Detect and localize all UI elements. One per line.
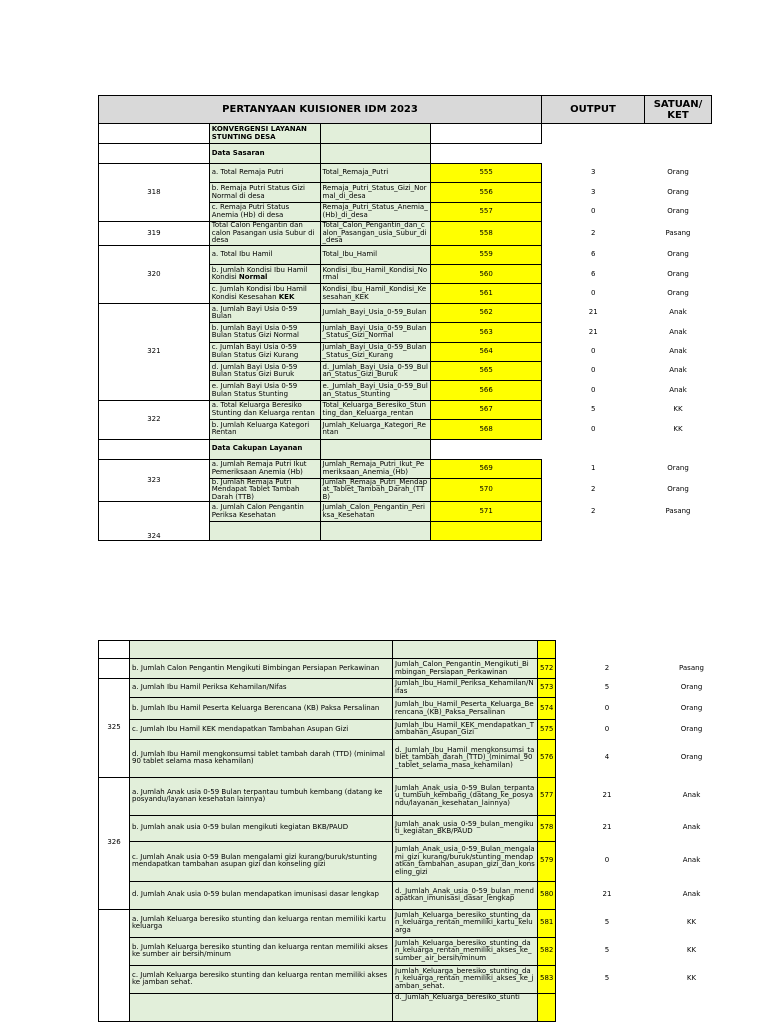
code-cell: 556 (431, 183, 542, 202)
question-cell: b. Jumlah anak usia 0-59 bulan mengikuti kegiatan BKB/PAUD (130, 815, 393, 841)
output-cell: 1 (542, 459, 645, 478)
code-cell: 561 (431, 284, 542, 303)
unit-cell: Anak (659, 777, 725, 815)
output-cell: 21 (542, 303, 645, 322)
header-row (99, 96, 712, 124)
unit-cell: Anak (659, 881, 725, 909)
section-row (99, 439, 712, 459)
code-cell: 555 (431, 164, 542, 183)
question-cell: d. Jumlah Bayi Usia 0-59 Bulan Status Gizi Buruk (209, 362, 320, 381)
variable-cell: Jumlah_Ibu_Hamil_Peserta_Keluarga_Berencana_(KB)_Paksa_Persalinan (393, 698, 538, 720)
table-row (99, 777, 725, 815)
variable-cell: Jumlah_Remaja_Putri_Ikut_Pemeriksaan_Anemia_(Hb) (320, 459, 431, 478)
question-cell: b. Jumlah Calon Pengantin Mengikuti Bimbingan Persiapan Perkawinan (130, 659, 393, 678)
unit-cell: Pasang (659, 659, 725, 678)
variable-cell: Jumlah_anak_usia_0-59_bulan_mengikuti_kegiatan_BKB/PAUD (393, 815, 538, 841)
variable-cell: Jumlah_Calon_Pengantin_Mengikuti_Bimbingan_Persiapan_Perkawinan (393, 659, 538, 678)
question-cell: b. Jumlah Keluarga Kategori Rentan (209, 420, 320, 439)
unit-cell: KK (659, 909, 725, 937)
variable-cell: Jumlah_Keluarga_Kategori_Rentan (320, 420, 431, 439)
question-cell: Total Calon Pengantin dan calon Pasangan usia Subur di desa (209, 222, 320, 246)
variable-cell: Total_Keluarga_Beresiko_Stunting_dan_Keluarga_rentan (320, 400, 431, 419)
unit-cell: Orang (645, 459, 712, 478)
question-cell: b. Jumlah Remaja Putri Mendapat Tablet Tambah Darah (TTB) (209, 478, 320, 502)
question-cell: a. Total Ibu Hamil (209, 245, 320, 264)
table-row (99, 739, 725, 777)
variable-cell: Total_Calon_Pengantin_dan_calon_Pasangan_usia_Subur_di_desa (320, 222, 431, 246)
code-cell: 578 (538, 815, 556, 841)
question-cell: b. Jumlah Kondisi Ibu Hamil Kondisi Normal (209, 265, 320, 284)
question-cell: c. Remaja Putri Status Anemia (Hb) di desa (209, 202, 320, 221)
table-row (99, 502, 712, 521)
output-cell: 0 (542, 420, 645, 439)
table-row (99, 965, 725, 993)
unit-cell: KK (645, 420, 712, 439)
variable-cell: Jumlah_Keluarga_beresiko_stunting_dan_keluarga_rentan_memiliki_kartu_keluarga (393, 909, 538, 937)
question-cell: c. Jumlah Anak usia 0-59 Bulan mengalami gizi kurang/buruk/stunting mendapatkan tambahan asupan gizi dan konseling gizi (130, 841, 393, 881)
table-row (99, 459, 712, 478)
code-cell (538, 993, 556, 1021)
code-cell: 564 (431, 342, 542, 361)
output-cell: 5 (556, 909, 659, 937)
variable-cell: Total_Ibu_Hamil (320, 245, 431, 264)
unit-cell: Anak (645, 303, 712, 322)
unit-cell: Orang (645, 183, 712, 202)
variable-cell: Kondisi_Ibu_Hamil_Kondisi_Kesesahan_KEK (320, 284, 431, 303)
unit-cell: Orang (659, 739, 725, 777)
variable-cell: Kondisi_Ibu_Hamil_Kondisi_Normal (320, 265, 431, 284)
table-row (99, 993, 725, 1021)
output-cell: 6 (542, 265, 645, 284)
question-cell: c. Jumlah Keluarga beresiko stunting dan keluarga rentan memiliki akses ke jamban sehat. (130, 965, 393, 993)
variable-cell: Jumlah_Ibu_Hamil_Periksa_Kehamilan/Nifas (393, 678, 538, 697)
variable-cell: e._Jumlah_Bayi_Usia_0-59_Bulan_Status_Stunting (320, 381, 431, 400)
unit-cell: Anak (645, 381, 712, 400)
unit-cell: Anak (645, 362, 712, 381)
output-cell: 2 (542, 222, 645, 246)
code-cell: 579 (538, 841, 556, 881)
unit-cell: Orang (645, 202, 712, 221)
output-cell: 3 (542, 164, 645, 183)
output-cell: 21 (556, 881, 659, 909)
table-row (99, 222, 712, 246)
group-number: 323 (99, 459, 210, 502)
header-satuan: SATUAN/ KET (645, 96, 712, 124)
variable-cell: Jumlah_Ibu_Hamil_KEK_mendapatkan_Tambahan_Asupan_Gizi (393, 720, 538, 739)
section-title-data-cakupan: Data Cakupan Layanan (209, 439, 320, 459)
unit-cell: Anak (645, 342, 712, 361)
code-cell: 573 (538, 678, 556, 697)
variable-cell: Remaja_Putri_Status_Gizi_Normal_di_desa (320, 183, 431, 202)
group-number: 322 (99, 400, 210, 439)
unit-cell: KK (645, 400, 712, 419)
table-row (99, 164, 712, 183)
output-cell: 2 (542, 502, 645, 521)
output-cell: 2 (556, 659, 659, 678)
code-cell: 569 (431, 459, 542, 478)
unit-cell: Orang (659, 678, 725, 697)
code-cell: 558 (431, 222, 542, 246)
output-cell: 0 (542, 342, 645, 361)
code-cell: 577 (538, 777, 556, 815)
question-cell: a. Jumlah Bayi Usia 0-59 Bulan (209, 303, 320, 322)
code-cell: 565 (431, 362, 542, 381)
code-cell: 572 (538, 659, 556, 678)
table-row (99, 303, 712, 322)
unit-cell: Orang (659, 698, 725, 720)
variable-cell: Jumlah_Anak_usia_0-59_Bulan_terpantau_tumbuh_kembang_(datang_ke_posyandu/layanan_kesehatan_lainnya) (393, 777, 538, 815)
table-row (99, 659, 725, 678)
output-cell: 21 (556, 777, 659, 815)
variable-cell: Jumlah_Keluarga_beresiko_stunting_dan_keluarga_rentan_memiliki_akses_ke_jamban_sehat. (393, 965, 538, 993)
unit-cell: KK (659, 937, 725, 965)
header-question: PERTANYAAN KUISIONER IDM 2023 (99, 96, 542, 124)
output-cell: 21 (556, 815, 659, 841)
variable-cell: d._Jumlah_Anak_usia_0-59_bulan_mendapatkan_imunisasi_dasar_lengkap (393, 881, 538, 909)
table-row (99, 245, 712, 264)
variable-cell: Jumlah_Bayi_Usia_0-59_Bulan_Status_Gizi_Kurang (320, 342, 431, 361)
question-cell: c. Jumlah Kondisi Ibu Hamil Kondisi Kesesahan KEK (209, 284, 320, 303)
unit-cell: Orang (645, 284, 712, 303)
code-cell: 575 (538, 720, 556, 739)
output-cell: 0 (556, 720, 659, 739)
unit-cell: Pasang (645, 222, 712, 246)
output-cell: 21 (542, 323, 645, 342)
question-cell: a. Jumlah Anak usia 0-59 Bulan terpantau tumbuh kembang (datang ke posyandu/layanan kesehatan lainnya) (130, 777, 393, 815)
section-title-main: KONVERGENSI LAYANAN STUNTING DESA (209, 124, 320, 144)
output-cell: 5 (542, 400, 645, 419)
questionnaire-table-page-1 (98, 95, 712, 541)
unit-cell: Pasang (645, 502, 712, 521)
output-cell: 0 (542, 381, 645, 400)
question-cell: e. Jumlah Bayi Usia 0-59 Bulan Status Stunting (209, 381, 320, 400)
variable-cell: d._Jumlah_Bayi_Usia_0-59_Bulan_Status_Gizi_Buruk (320, 362, 431, 381)
variable-cell: Jumlah_Anak_usia_0-59_Bulan_mengalami_gizi_kurang/buruk/stunting_mendapatkan_tambahan_asupan_gizi_dan_konseling_gizi (393, 841, 538, 881)
unit-cell: Orang (645, 478, 712, 502)
table-row (99, 937, 725, 965)
output-cell: 2 (542, 478, 645, 502)
code-cell: 582 (538, 937, 556, 965)
variable-cell: Jumlah_Calon_Pengantin_Periksa_Kesehatan (320, 502, 431, 521)
table-row (99, 641, 725, 659)
code-cell: 566 (431, 381, 542, 400)
table-row (99, 678, 725, 697)
question-cell: b. Jumlah Ibu Hamil Peserta Keluarga Berencana (KB) Paksa Persalinan (130, 698, 393, 720)
output-cell: 5 (556, 678, 659, 697)
header-output: OUTPUT (542, 96, 645, 124)
question-cell: a. Jumlah Keluarga beresiko stunting dan keluarga rentan memiliki kartu keluarga (130, 909, 393, 937)
group-number: 324 (99, 502, 210, 541)
code-cell: 580 (538, 881, 556, 909)
code-cell: 570 (431, 478, 542, 502)
code-cell: 581 (538, 909, 556, 937)
output-cell: 3 (542, 183, 645, 202)
group-number: 320 (99, 245, 210, 303)
question-cell: d. Jumlah Anak usia 0-59 bulan mendapatkan imunisasi dasar lengkap (130, 881, 393, 909)
page-2 (0, 640, 768, 1024)
output-cell: 0 (542, 202, 645, 221)
question-cell: b. Jumlah Bayi Usia 0-59 Bulan Status Gizi Normal (209, 323, 320, 342)
section-title-data-sasaran: Data Sasaran (209, 144, 320, 164)
unit-cell: Orang (645, 265, 712, 284)
variable-cell: Jumlah_Keluarga_beresiko_stunting_dan_keluarga_rentan_memiliki_akses_ke_sumber_air_bersih/minum (393, 937, 538, 965)
code-cell: 583 (538, 965, 556, 993)
output-cell: 5 (556, 965, 659, 993)
unit-cell: Orang (645, 164, 712, 183)
section-row (99, 124, 712, 144)
variable-cell: Jumlah_Bayi_Usia_0-59_Bulan (320, 303, 431, 322)
code-cell: 574 (538, 698, 556, 720)
question-cell: a. Jumlah Calon Pengantin Periksa Kesehatan (209, 502, 320, 521)
group-number (99, 641, 130, 659)
table-row (99, 881, 725, 909)
variable-cell: d._Jumlah_Ibu_Hamil_mengkonsumsi_tablet_tambah_darah_(TTD)_(minimal_90_tablet_selama_masa_kehamilan) (393, 739, 538, 777)
variable-cell: Remaja_Putri_Status_Anemia_(Hb)_di_desa (320, 202, 431, 221)
output-cell: 5 (556, 937, 659, 965)
output-cell: 0 (542, 362, 645, 381)
code-cell: 563 (431, 323, 542, 342)
variable-cell: Jumlah_Remaja_Putri_Mendapat_Tablet_Tambah_Darah_(TTB) (320, 478, 431, 502)
group-number: 318 (99, 164, 210, 222)
question-cell (130, 993, 393, 1021)
question-cell: b. Jumlah Keluarga beresiko stunting dan keluarga rentan memiliki akses ke sumber air bersih/minum (130, 937, 393, 965)
table-row (99, 841, 725, 881)
output-cell: 0 (556, 698, 659, 720)
output-cell: 0 (542, 284, 645, 303)
unit-cell: Orang (659, 720, 725, 739)
variable-cell: d._Jumlah_Keluarga_beresiko_stunti (393, 993, 538, 1021)
output-cell: 4 (556, 739, 659, 777)
unit-cell: Anak (659, 815, 725, 841)
code-cell: 562 (431, 303, 542, 322)
table-row (99, 720, 725, 739)
code-cell: 568 (431, 420, 542, 439)
code-cell: 576 (538, 739, 556, 777)
variable-cell: Jumlah_Bayi_Usia_0-59_Bulan_Status_Gizi_Normal (320, 323, 431, 342)
code-cell: 559 (431, 245, 542, 264)
group-number: 325 (99, 678, 130, 777)
variable-cell: Total_Remaja_Putri (320, 164, 431, 183)
table-row (99, 909, 725, 937)
code-cell: 571 (431, 502, 542, 521)
group-number: 326 (99, 777, 130, 909)
output-cell: 6 (542, 245, 645, 264)
unit-cell: Anak (659, 841, 725, 881)
code-cell: 560 (431, 265, 542, 284)
group-number: 319 (99, 222, 210, 246)
question-cell: a. Jumlah Ibu Hamil Periksa Kehamilan/Nifas (130, 678, 393, 697)
question-cell: a. Jumlah Remaja Putri Ikut Pemeriksaan Anemia (Hb) (209, 459, 320, 478)
question-cell: b. Remaja Putri Status Gizi Normal di desa (209, 183, 320, 202)
question-cell: c. Jumlah Ibu Hamil KEK mendapatkan Tambahan Asupan Gizi (130, 720, 393, 739)
unit-cell: KK (659, 965, 725, 993)
output-cell: 0 (556, 841, 659, 881)
code-cell: 567 (431, 400, 542, 419)
questionnaire-table-page-2 (98, 640, 725, 1022)
group-number: 321 (99, 303, 210, 400)
table-row (99, 698, 725, 720)
question-cell: d. Jumlah Ibu Hamil mengkonsumsi tablet tambah darah (TTD) (minimal 90 tablet selama masa kehamilan) (130, 739, 393, 777)
question-cell: a. Total Remaja Putri (209, 164, 320, 183)
code-cell: 557 (431, 202, 542, 221)
table-row (99, 815, 725, 841)
section-row (99, 144, 712, 164)
table-row (99, 400, 712, 419)
question-cell: c. Jumlah Bayi Usia 0-59 Bulan Status Gizi Kurang (209, 342, 320, 361)
unit-cell: Anak (645, 323, 712, 342)
question-cell: a. Total Keluarga Beresiko Stunting dan Keluarga rentan (209, 400, 320, 419)
unit-cell: Orang (645, 245, 712, 264)
